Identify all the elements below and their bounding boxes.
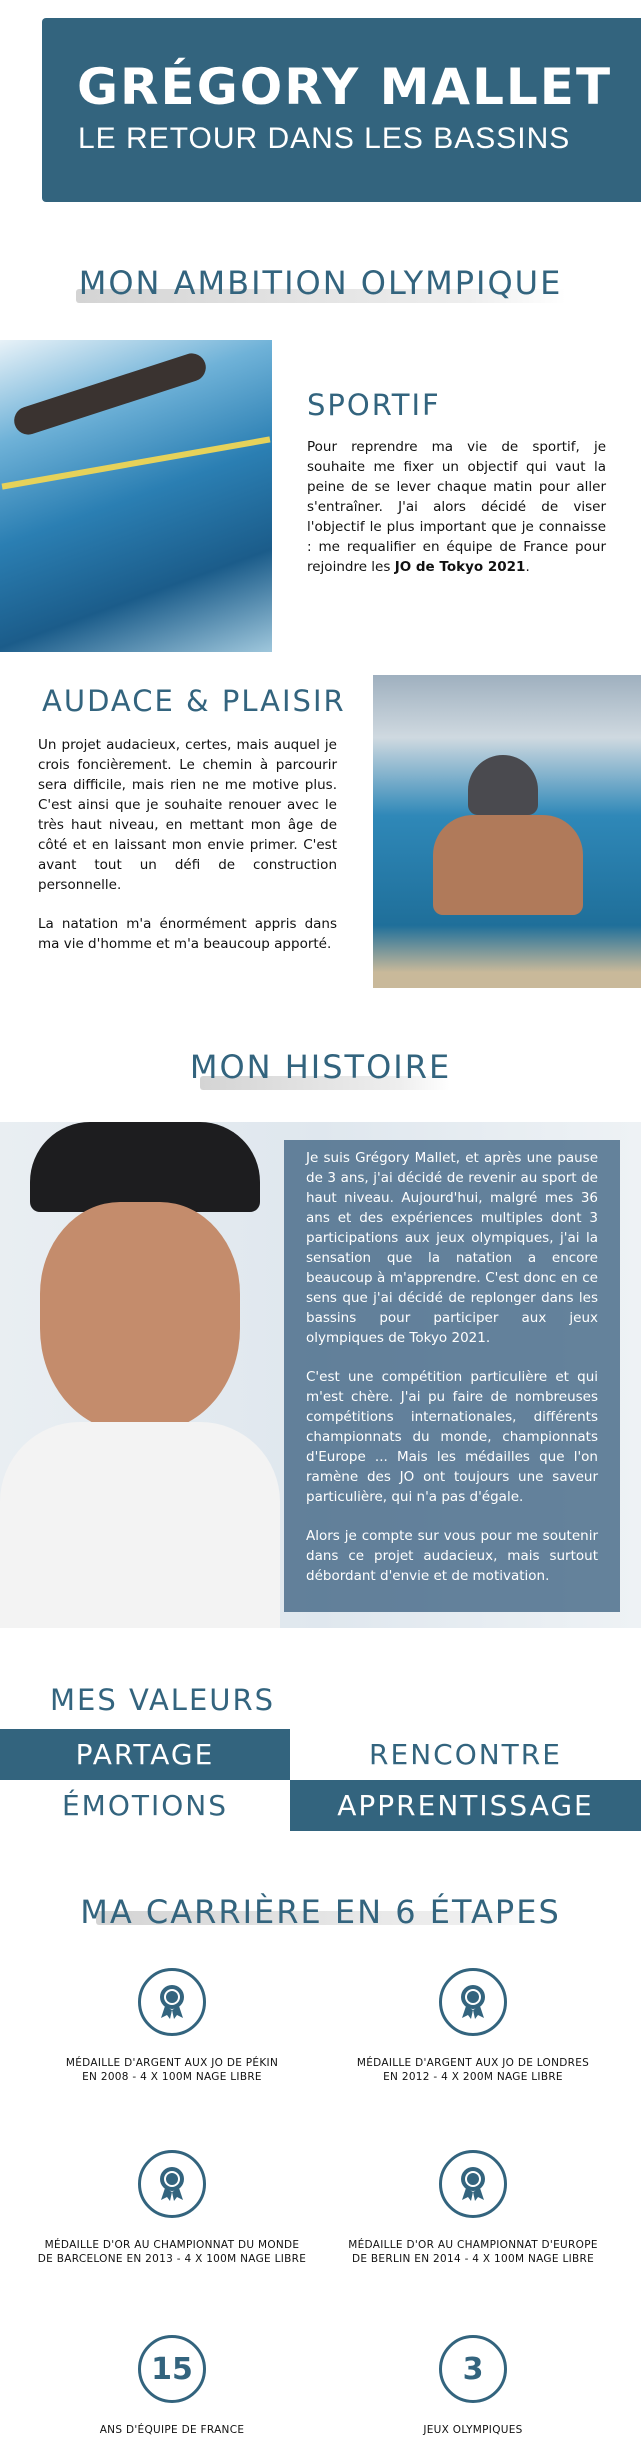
swimmer-pool-edge-photo [373, 675, 641, 988]
step-label-line: EN 2008 - 4 X 100M NAGE LIBRE [82, 2071, 262, 2083]
value-apprentissage: APPRENTISSAGE [290, 1780, 641, 1831]
page-title: GRÉGORY MALLET [77, 58, 613, 116]
value-emotions: ÉMOTIONS [61, 1789, 228, 1822]
career-step [323, 2335, 623, 2437]
medal-icon [439, 1968, 507, 2036]
hero-banner [42, 18, 641, 202]
step-label [323, 2238, 623, 2266]
career-step [323, 2150, 623, 2266]
step-label-line: MÉDAILLE D'OR AU CHAMPIONNAT DU MONDE [44, 2239, 300, 2251]
career-step [22, 1968, 322, 2084]
medal-icon [138, 2150, 206, 2218]
medal-icon [138, 1968, 206, 2036]
step-label [22, 2238, 322, 2266]
step-label [22, 2056, 322, 2084]
page-subtitle: LE RETOUR DANS LES BASSINS [78, 122, 571, 155]
career-step [323, 1968, 623, 2084]
swimmer-underwater-photo [0, 340, 272, 652]
step-number: 3 [439, 2335, 507, 2403]
medal-icon [439, 2150, 507, 2218]
step-label [22, 2423, 322, 2437]
step-label [323, 2056, 623, 2084]
step-label-line: MÉDAILLE D'OR AU CHAMPIONNAT D'EUROPE [348, 2239, 598, 2251]
section-title-ambition: MON AMBITION OLYMPIQUE [78, 264, 563, 302]
value-partage: PARTAGE [0, 1729, 290, 1780]
step-label-line: DE BARCELONE EN 2013 - 4 X 100M NAGE LIBRE [37, 2253, 307, 2265]
step-label [323, 2423, 623, 2437]
audace-heading: AUDACE & PLAISIR [42, 684, 346, 718]
sportif-text: Pour reprendre ma vie de sportif, je souhaite me fixer un objectif qui vaut la peine de se lever chaque matin pour aller s'entraîner. J'ai alors décidé de viser l'objectif le plus important que je connaisse : me requalifier en équipe de France pour rejoindre les JO de Tokyo 2021. [307, 439, 606, 575]
section-title-histoire: MON HISTOIRE [189, 1048, 452, 1086]
audace-text: Un projet audacieux, certes, mais auquel je crois foncièrement. Le chemin à parcourir sera difficile, mais rien ne me motive plus. C'est ainsi que je souhaite renouer avec le très haut niveau, en mettant mon âge de côté et en laissant mon envie primer. C'est avant tout un défi de construction personnelle. La natation m'a énormément appris dans ma vie d'homme et m'a beaucoup apporté. [38, 737, 337, 952]
sportif-heading: SPORTIF [307, 388, 441, 422]
step-label-line: DE BERLIN EN 2014 - 4 X 100M NAGE LIBRE [351, 2253, 595, 2265]
career-step [22, 2150, 322, 2266]
step-label-line: ANS D'ÉQUIPE DE FRANCE [99, 2424, 245, 2436]
step-label-line: MÉDAILLE D'ARGENT AUX JO DE LONDRES [356, 2057, 590, 2069]
valeurs-title: MES VALEURS [50, 1683, 276, 1717]
career-step [22, 2335, 322, 2437]
step-label-line: JEUX OLYMPIQUES [423, 2424, 523, 2436]
section-title-carriere: MA CARRIÈRE EN 6 ÉTAPES [80, 1893, 561, 1931]
step-number: 15 [138, 2335, 206, 2403]
histoire-text-panel: Je suis Grégory Mallet, et après une pause de 3 ans, j'ai décidé de revenir au sport de haut niveau. Aujourd'hui, malgré mes 36 ans et des expériences multiples dont 3 participations aux jeux olympiques, j'ai la sensation que la natation a encore beaucoup à m'apprendre. C'est donc en ce sens que j'ai décidé de replonger dans les bassins pour participer aux jeux olympiques de Tokyo 2021. C'est une compétition particulière et qui m'est chère. J'ai pu faire de nombreuses compétitions internationales, différents championnats du monde, championnats d'Europe ... Mais les médailles que l'on ramène des JO ont toujours une saveur particulière, qui n'a pas d'égale. Alors je compte sur vous pour me soutenir dans ce projet audacieux, mais surtout débordant d'envie et de motivation. [284, 1140, 620, 1612]
step-label-line: EN 2012 - 4 X 200M NAGE LIBRE [383, 2071, 563, 2083]
value-rencontre: RENCONTRE [369, 1738, 562, 1771]
step-label-line: MÉDAILLE D'ARGENT AUX JO DE PÉKIN [65, 2057, 279, 2069]
